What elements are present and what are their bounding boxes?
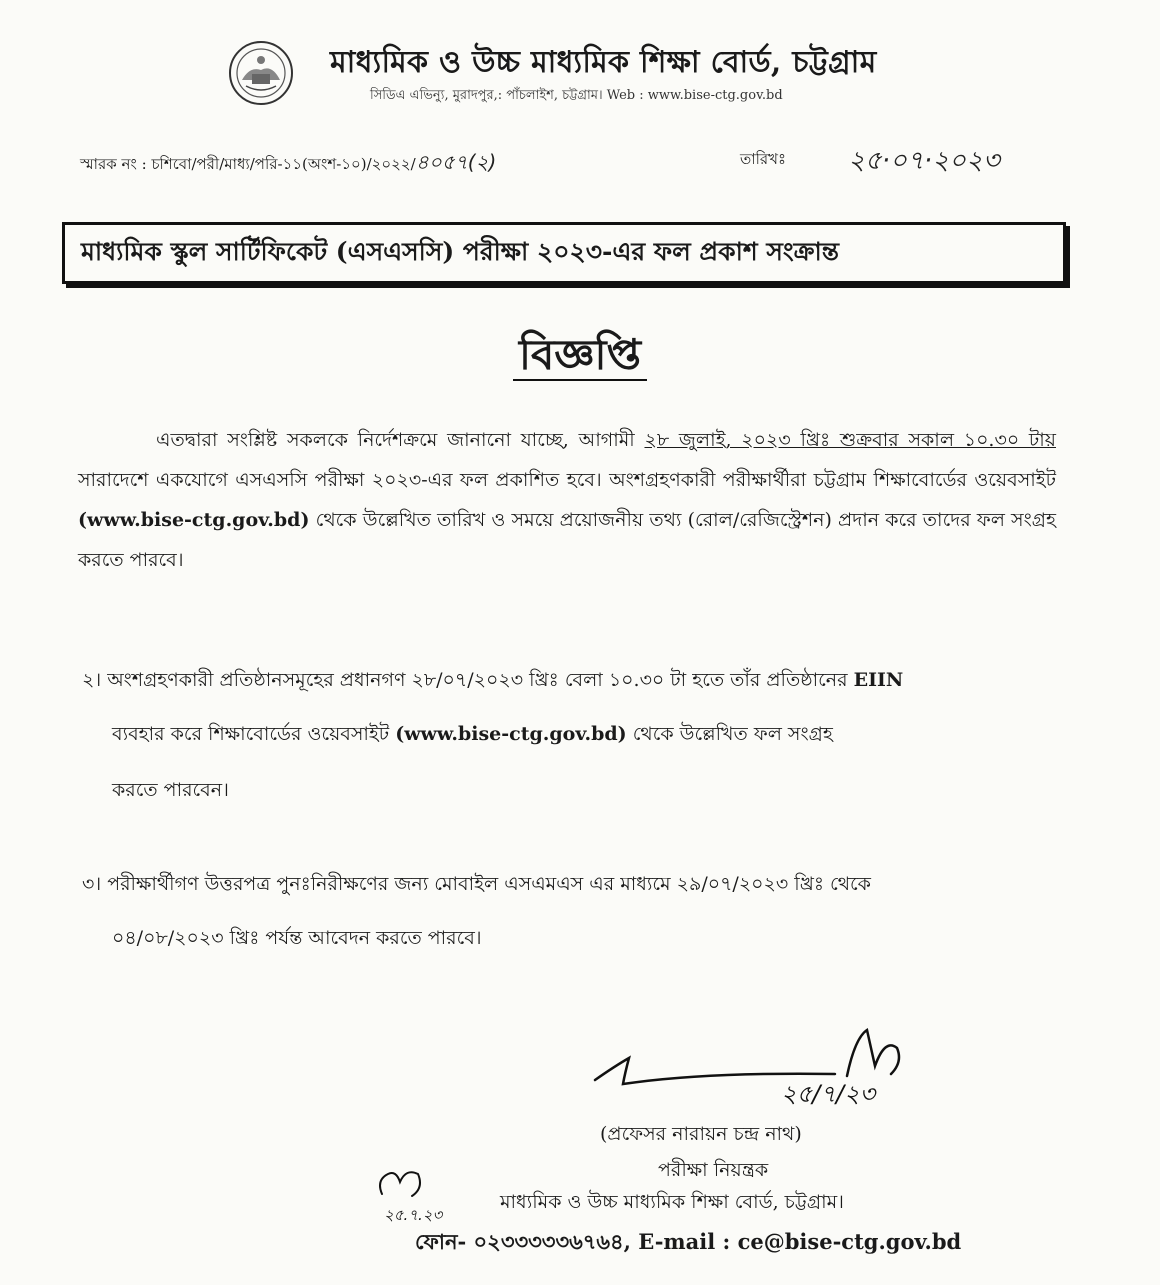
signature-icon (585, 1018, 945, 1128)
paragraph-2-line1 (82, 660, 903, 700)
board-address: সিডিএ এভিন্যু, মুরাদপুর,: পাঁচলাইশ, চট্টগ্রাম। Web : www.bise-ctg.gov.bd (370, 88, 783, 103)
paragraph-1 (78, 420, 1056, 580)
paragraph-1-part2: সারাদেশে একযোগে এসএসসি পরীক্ষা ২০২৩-এর ফল প্রকাশিত হবে। অংশগ্রহণকারী পরীক্ষার্থীরা চট্টগ্রাম শিক্ষাবোর্ডের ওয়েবসাইট (78, 469, 1056, 491)
board-seal-icon (228, 40, 294, 106)
memo-number (80, 148, 496, 181)
notice-heading (0, 322, 1160, 393)
paragraph-3-line2: ০৪/০৮/২০২৩ খ্রিঃ পর্যন্ত আবেদন করতে পারবে। (112, 927, 482, 949)
subject-text: মাধ্যমিক স্কুল সার্টিফিকেট (এসএসসি) পরীক্ষা ২০২৩-এর ফল প্রকাশ সংক্রান্ত (81, 236, 839, 266)
signatory-designation: পরীক্ষা নিয়ন্ত্রক (658, 1159, 769, 1181)
paragraph-1-website: (www.bise-ctg.gov.bd) (78, 509, 310, 531)
signatory-name: (প্রফেসর নারায়ন চন্দ্র নাথ) (600, 1123, 802, 1145)
contact-info: ফোন- ০২৩৩৩৩৩৬৭৬৪, E-mail : ce@bise-ctg.gov.bd (415, 1229, 962, 1254)
paragraph-2-line2-end: থেকে উল্লেখিত ফল সংগ্রহ (626, 723, 833, 745)
date-handwritten: ২৫·০৭·২০২৩ (848, 146, 1000, 176)
paragraph-1-underlined: ২৮ জুলাই, ২০২৩ খ্রিঃ শুক্রবার সকাল ১০.৩০ টায় (644, 429, 1056, 451)
initial-date: ২৫.৭.২৩ (384, 1206, 443, 1224)
initial-signature-icon (366, 1160, 476, 1230)
memo-handwritten-number: ৪০৫৭(২) (415, 150, 497, 174)
paragraph-3-line1: ৩। পরীক্ষার্থীগণ উত্তরপত্র পুনঃনিরীক্ষণের জন্য মোবাইল এসএমএস এর মাধ্যমে ২৯/০৭/২০২৩ খ্রিঃ থেকে (82, 873, 871, 895)
paragraph-2-eiin: EIIN (853, 669, 904, 691)
memo-label: স্মারক নং : চশিবো/পরী/মাধ্য/পরি-১১(অংশ-১০)/২০২২/ (80, 155, 416, 173)
paragraph-2-line2-text: ব্যবহার করে শিক্ষাবোর্ডের ওয়েবসাইট (112, 723, 396, 745)
board-title: মাধ্যমিক ও উচ্চ মাধ্যমিক শিক্ষা বোর্ড, চট্টগ্রাম (330, 45, 877, 80)
paragraph-1-part3: থেকে উল্লেখিত তারিখ ও সময়ে প্রয়োজনীয় তথ্য (রোল/রেজিস্ট্রেশন) প্রদান করে তাদের ফল সংগ্রহ করতে পারবে। (78, 509, 1056, 571)
signature-date: ২৫/৭/২৩ (781, 1080, 876, 1108)
signatory-board: মাধ্যমিক ও উচ্চ মাধ্যমিক শিক্ষা বোর্ড, চট্টগ্রাম। (500, 1191, 844, 1213)
paragraph-1-part1: এতদ্বারা সংশ্লিষ্ট সকলকে নির্দেশক্রমে জানানো যাচ্ছে, আগামী (156, 429, 645, 451)
notice-heading-text: বিজ্ঞপ্তি (513, 330, 647, 381)
paragraph-2-website: (www.bise-ctg.gov.bd) (395, 723, 627, 745)
paragraph-2-line3: করতে পারবেন। (112, 779, 229, 801)
subject-box (62, 222, 1066, 284)
paragraph-2-line1-text: ২। অংশগ্রহণকারী প্রতিষ্ঠানসমূহের প্রধানগণ ২৮/০৭/২০২৩ খ্রিঃ বেলা ১০.৩০ টা হতে তাঁর প্রতিষ্ঠানের (82, 669, 854, 691)
paragraph-2-line2 (112, 714, 833, 754)
date-label: তারিখঃ (740, 150, 786, 168)
